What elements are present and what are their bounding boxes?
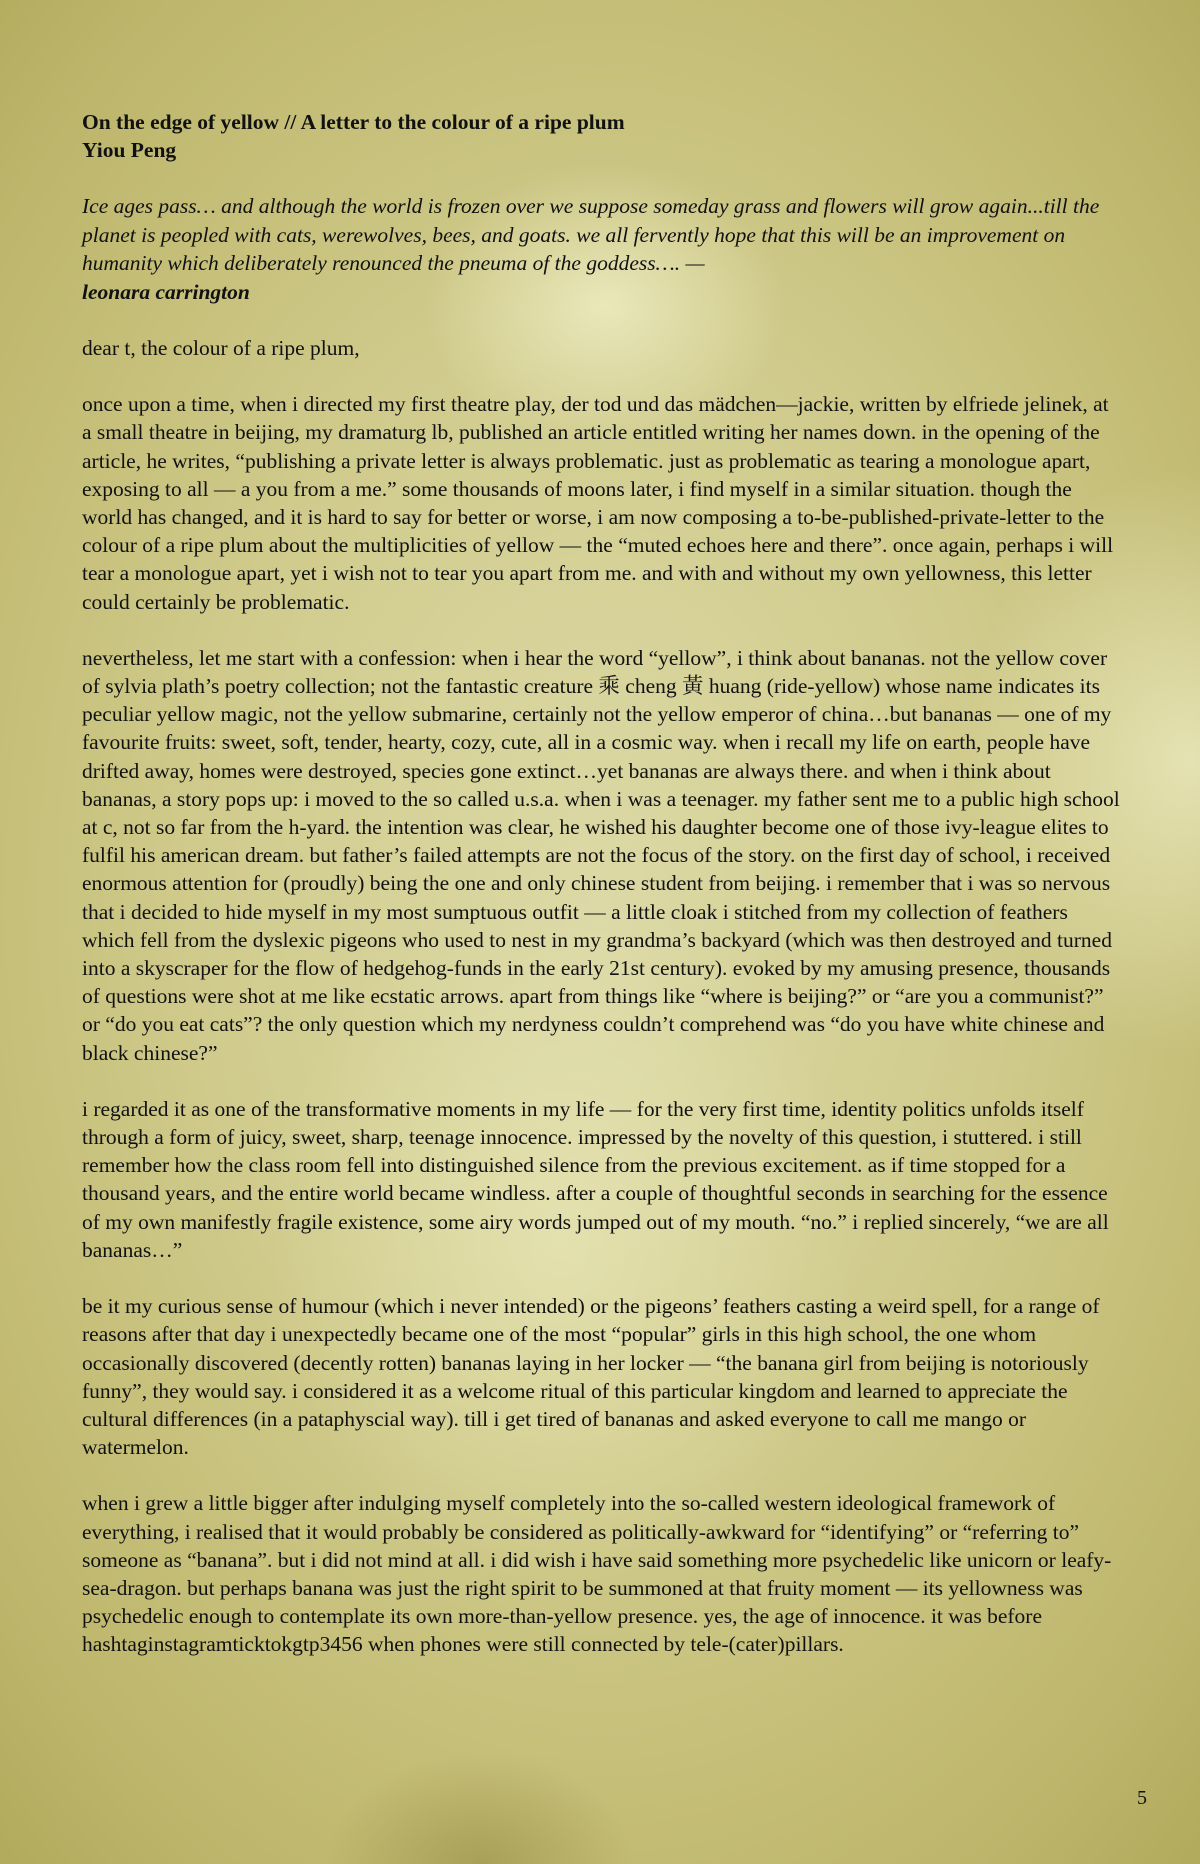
author-name: Yiou Peng	[82, 138, 177, 162]
paragraph-5: when i grew a little bigger after indulging myself completely into the so-called western ideological framework of everything, i realised that it would probably be considered as politically-awkward for “identifying” or “referring to” someone as “banana”. but i did not mind at all. i did wish i have said something more psychedelic like unicorn or leafy-sea-dragon. but perhaps banana was just the right spirit to be summoned at that fruity moment — its yellowness was psychedelic enough to contemplate its own more-than-yellow presence. yes, the age of innocence. it was before hashtaginstagramticktokgtp3456 when phones were still connected by tele-(cater)pillars.	[82, 1491, 1112, 1657]
page-number: 5	[1137, 1787, 1147, 1809]
epigraph	[82, 192, 1122, 306]
title-block	[82, 108, 1122, 164]
epigraph-attribution: leonara carrington	[82, 279, 250, 304]
document-title: On the edge of yellow // A letter to the colour of a ripe plum	[82, 110, 625, 134]
epigraph-quote: Ice ages pass… and although the world is frozen over we suppose someday grass and flowers will grow again...till the planet is peopled with cats, werewolves, bees, and goats. we all fervently hope that this will be an improvement on humanity which deliberately renounced the pneuma of the goddess…. —	[82, 194, 1100, 275]
paragraph-3: i regarded it as one of the transformative moments in my life — for the very first time, identity politics unfolds itself through a form of juicy, sweet, sharp, teenage innocence. impressed by the novelty of this question, i stuttered. i still remember how the class room fell into distinguished silence from the previous excitement. as if time stopped for a thousand years, and the entire world became windless. after a couple of thoughtful seconds in searching for the essence of my own manifestly fragile existence, some airy words jumped out of my mouth. “no.” i replied sincerely, “we are all bananas…”	[82, 1096, 1109, 1262]
letter-greeting: dear t, the colour of a ripe plum,	[82, 336, 360, 360]
letter-body	[82, 108, 1122, 1687]
paragraph-1: once upon a time, when i directed my first theatre play, der tod und das mädchen—jackie, written by elfriede jelinek, at a small theatre in beijing, my dramaturg lb, published an article entitled writing her names down. in the opening of the article, he writes, “publishing a private letter is always problematic. just as problematic as tearing a monologue apart, exposing to all — a you from a me.” some thousands of moons later, i find myself in a similar situation. though the world has changed, and it is hard to say for better or worse, i am now composing a to-be-published-private-letter to the colour of a ripe plum about the multiplicities of yellow — the “muted echoes here and there”. once again, perhaps i will tear a monologue apart, yet i wish not to tear you apart from me. and with and without my own yellowness, this letter could certainly be problematic.	[82, 392, 1114, 614]
paragraph-2: nevertheless, let me start with a confession: when i hear the word “yellow”, i think about bananas. not the yellow cover of sylvia plath’s poetry collection; not the fantastic creature 乘 cheng 黃 huang (ride-yellow) whose name indicates its peculiar yellow magic, not the yellow submarine, certainly not the yellow emperor of china…but bananas — one of my favourite fruits: sweet, soft, tender, hearty, cozy, cute, all in a cosmic way. when i recall my life on earth, people have drifted away, homes were destroyed, species gone extinct…yet bananas are always there. and when i think about bananas, a story pops up: i moved to the so called u.s.a. when i was a teenager. my father sent me to a public high school at c, not so far from the h-yard. the intention was clear, he wished his daughter become one of those ivy-league elites to fulfil his american dream. but father’s failed attempts are not the focus of the story. on the first day of school, i received enormous attention for (proudly) being the one and only chinese student from beijing. i remember that i was so nervous that i decided to hide myself in my most sumptuous outfit — a little cloak i stitched from my collection of feathers which fell from the dyslexic pigeons who used to nest in my grandma’s backyard (which was then destroyed and turned into a skyscraper for the flow of hedgehog-funds in the early 21st century). evoked by my amusing presence, thousands of questions were shot at me like ecstatic arrows. apart from things like “where is beijing?” or “are you a communist?” or “do you eat cats”? the only question which my nerdyness couldn’t comprehend was “do you have white chinese and black chinese?”	[82, 645, 1120, 1065]
paragraph-4: be it my curious sense of humour (which i never intended) or the pigeons’ feathers casting a weird spell, for a range of reasons after that day i unexpectedly became one of the most “popular” girls in this high school, the one whom occasionally discovered (decently rotten) bananas laying in her locker — “the banana girl from beijing is notoriously funny”, they would say. i considered it as a welcome ritual of this particular kingdom and learned to appreciate the cultural differences (in a pataphyscial way). till i get tired of bananas and asked everyone to call me mango or watermelon.	[82, 1294, 1100, 1460]
